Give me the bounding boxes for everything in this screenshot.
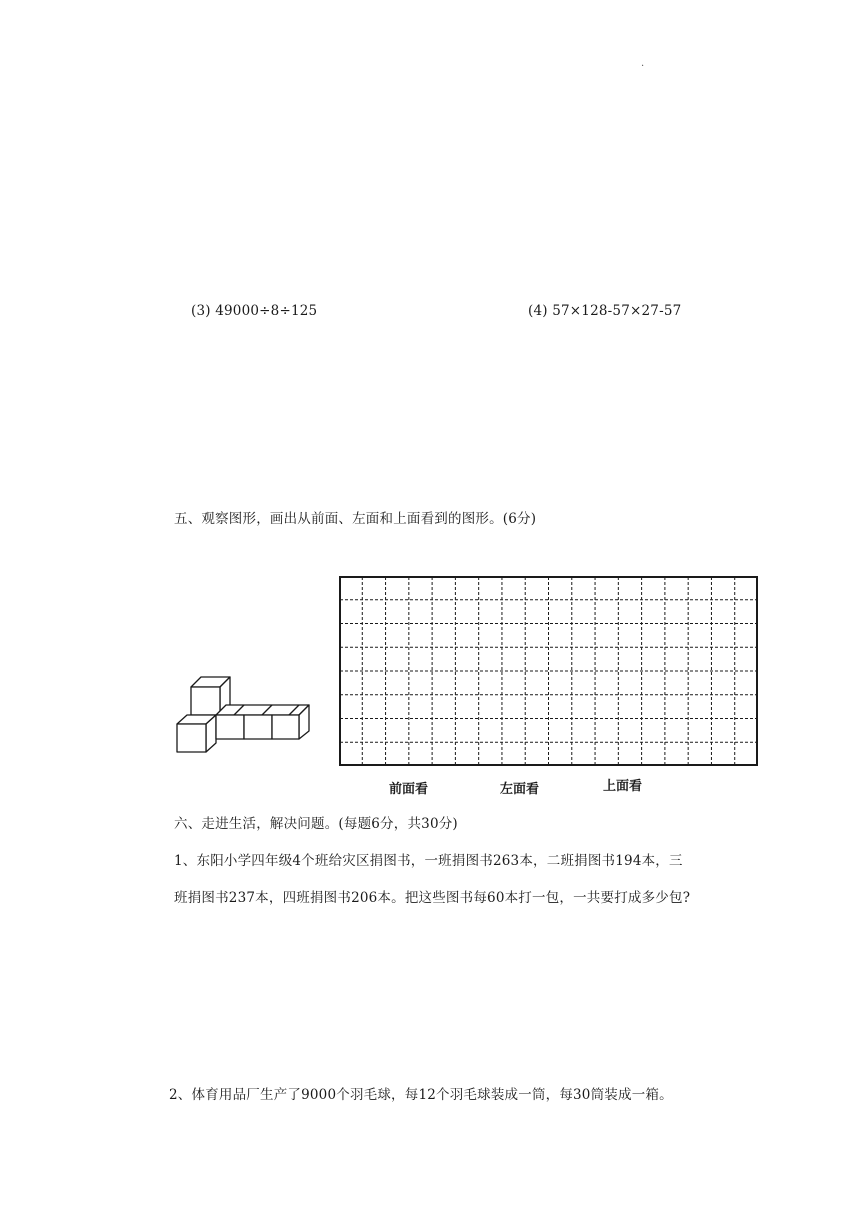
problem-4: (4) 57×128-57×27-57 xyxy=(528,303,682,319)
cube-front-face xyxy=(191,687,220,715)
label-left-view: 左面看 xyxy=(500,782,540,797)
section-6-title: 六、走进生活，解决问题。(每题6分，共30分) xyxy=(174,816,458,832)
problem-3: (3) 49000÷8÷125 xyxy=(191,303,318,319)
page-dot: . xyxy=(641,58,645,69)
question-2-line-1: 2、体育用品厂生产了9000个羽毛球，每12个羽毛球装成一筒，每30筒装成一箱。 xyxy=(169,1087,673,1103)
section-5-title: 五、观察图形，画出从前面、左面和上面看到的图形。(6分) xyxy=(174,511,537,527)
cube-front-face xyxy=(272,715,299,739)
cube-top-face xyxy=(216,705,309,715)
cube-arrangement-icon xyxy=(172,672,312,756)
drawing-grid-lines xyxy=(339,576,758,766)
label-front-view: 前面看 xyxy=(389,782,429,797)
cube-front-face xyxy=(216,715,244,739)
question-1-line-2: 班捐图书237本，四班捐图书206本。把这些图书每60本打一包，一共要打成多少包? xyxy=(174,890,691,906)
question-1-line-1: 1、东阳小学四年级4个班给灾区捐图书，一班捐图书263本，二班捐图书194本，三 xyxy=(174,853,683,869)
cube-front-face xyxy=(244,715,272,739)
cube-front-face xyxy=(177,724,206,752)
drawing-grid[interactable] xyxy=(339,576,758,766)
label-top-view: 上面看 xyxy=(603,779,643,794)
